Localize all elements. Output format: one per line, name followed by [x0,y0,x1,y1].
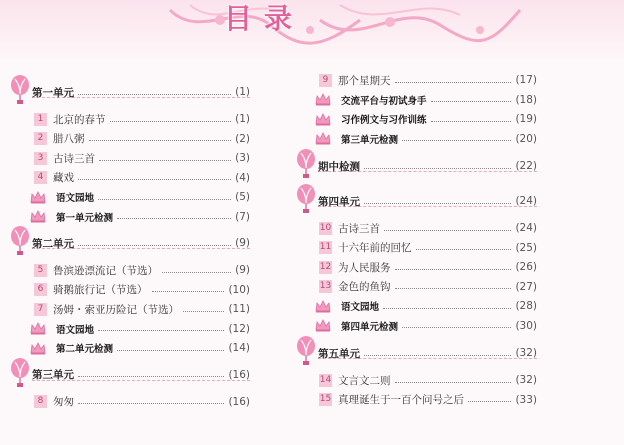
crown-icon [30,342,46,355]
toc-special-entry[interactable] [315,317,537,335]
entry-title: 十六年前的回忆 [338,242,412,254]
dot-leader [431,101,512,102]
toc-lesson-entry[interactable] [319,371,537,389]
dot-leader [117,350,224,351]
toc-special-entry[interactable] [315,110,537,128]
balloon-icon [295,149,317,179]
toc-special-entry[interactable] [315,130,537,148]
dot-leader [395,82,512,83]
dot-leader [384,230,511,231]
page-number: (1) [235,86,250,98]
lesson-number-badge: 1 [34,113,47,126]
toc-lesson-entry[interactable] [319,278,537,296]
page-number: (25) [515,241,537,254]
entry-title: 第一单元检测 [56,212,114,224]
dot-leader [110,121,232,122]
page-number: (19) [515,113,537,125]
lesson-number-badge: 6 [34,283,47,296]
toc-lesson-entry[interactable] [34,300,250,318]
toc-lesson-entry[interactable] [34,261,250,279]
page-number: (18) [515,93,537,106]
lesson-number-badge: 5 [34,264,47,277]
entry-title: 第三单元 [32,369,74,381]
lesson-number-badge: 9 [319,74,332,87]
entry-title: 那个星期天 [338,74,391,87]
lesson-number-badge: 2 [34,132,47,145]
page-number: (9) [235,264,250,276]
page-number: (4) [235,171,250,184]
dot-leader [78,245,231,246]
page-number: (20) [515,132,537,145]
crown-icon [30,210,46,223]
dot-leader [468,401,511,402]
toc-special-entry[interactable] [315,91,537,109]
lesson-number-badge: 15 [319,394,332,404]
page-number: (7) [235,210,250,223]
toc-lesson-entry[interactable] [34,393,250,411]
entry-title: 语文园地 [56,324,95,336]
page-number: (26) [515,261,537,273]
toc-special-entry[interactable] [30,339,250,357]
dot-leader [431,121,512,122]
lesson-number-badge: 13 [319,281,332,291]
entry-title: 腊八粥 [53,133,85,145]
lesson-number-badge: 14 [319,374,332,385]
page-number: (24) [515,222,537,234]
dot-leader [402,140,511,141]
toc-unit-heading[interactable] [32,234,250,252]
dot-leader [383,308,511,309]
page-number: (12) [228,322,250,335]
dot-leader [395,288,512,289]
toc-lesson-entry[interactable] [34,130,250,148]
balloon-icon [9,75,31,105]
dot-leader [364,355,511,356]
lesson-number-badge: 12 [319,261,332,272]
page-number: (24) [515,195,537,207]
dot-leader [98,199,231,200]
dot-leader [117,218,231,219]
page-number: (16) [228,395,250,408]
entry-title: 古诗三首 [53,152,95,165]
page-number: (32) [515,347,537,359]
dot-leader [162,272,231,273]
toc-lesson-entry[interactable] [34,169,250,187]
page-number: (1) [235,113,250,125]
page-number: (16) [228,368,250,381]
entry-title: 习作例文与习作训练 [341,115,427,126]
crown-icon [30,191,46,204]
page-number: (3) [235,152,250,164]
entry-title: 藏戏 [53,172,74,184]
entry-title: 第三单元检测 [341,134,399,146]
page-number: (17) [515,74,537,86]
entry-title: 语文园地 [341,302,380,313]
page-number: (11) [228,303,250,315]
entry-title: 古诗三首 [338,222,380,235]
crown-icon [315,319,331,332]
entry-title: 第二单元检测 [56,344,114,355]
dot-leader [364,203,511,204]
page-number: (2) [235,132,250,145]
toc-unit-heading[interactable] [318,192,537,210]
dot-leader [395,382,512,383]
entry-title: 鲁滨逊漂流记（节选） [53,264,158,277]
lesson-number-badge: 7 [34,303,47,316]
toc-special-entry[interactable] [30,188,250,206]
toc-lesson-entry[interactable] [34,110,250,128]
page-number: (5) [235,191,250,203]
dot-leader [78,403,224,404]
decorative-swirl-right [300,0,530,60]
dot-leader [402,327,511,328]
toc-lesson-entry[interactable] [319,258,537,276]
balloon-icon [295,184,317,214]
entry-title: 文言文二则 [338,374,391,387]
entry-title: 期中检测 [318,160,360,173]
toc-lesson-entry[interactable] [319,219,537,237]
entry-title: 北京的春节 [53,113,106,126]
entry-title: 语文园地 [56,193,95,204]
dot-leader [98,330,224,331]
dot-leader [89,140,232,141]
dot-leader [78,179,231,180]
entry-title: 金色的鱼钩 [338,281,391,293]
toc-special-entry[interactable] [315,297,537,315]
dot-leader [78,94,231,95]
page-number: (27) [515,280,537,293]
entry-title: 第二单元 [32,237,74,250]
toc-lesson-entry[interactable] [319,239,537,257]
dot-leader [364,168,511,169]
entry-title: 第五单元 [318,347,360,360]
entry-title: 真理诞生于一百个问号之后 [338,394,464,406]
header-banner [0,0,624,62]
page-number: (9) [235,237,250,249]
lesson-number-badge: 3 [34,152,47,165]
toc-unit-heading[interactable] [32,366,250,384]
lesson-number-badge: 11 [319,242,332,252]
crown-icon [315,132,331,145]
toc-lesson-entry[interactable] [34,281,250,299]
entry-title: 第一单元 [32,86,74,99]
entry-title: 为人民服务 [338,261,391,274]
page-number: (14) [228,342,250,354]
entry-title: 交流平台与初试身手 [341,95,427,107]
dot-leader [152,291,225,292]
lesson-number-badge: 10 [319,222,332,233]
toc-lesson-entry[interactable] [34,149,250,167]
entry-title: 第四单元检测 [341,321,399,333]
entry-title: 第四单元 [318,195,360,208]
dot-leader [78,376,224,377]
lesson-number-badge: 4 [34,171,47,184]
entry-title: 汤姆・索亚历险记（节选） [53,303,179,316]
page-number: (22) [515,160,537,172]
toc-unit-heading[interactable] [32,83,250,101]
page-title: 目录 [223,2,304,35]
page-number: (33) [515,393,537,406]
crown-icon [315,300,331,313]
entry-title: 匆匆 [53,396,74,408]
lesson-number-badge: 8 [34,395,47,408]
balloon-icon [295,336,317,366]
toc-unit-heading[interactable] [318,157,537,175]
toc-special-entry[interactable] [30,320,250,338]
crown-icon [315,113,331,126]
dot-leader [416,249,512,250]
page-number: (30) [515,319,537,332]
crown-icon [315,93,331,106]
entry-title: 骑鹅旅行记（节选） [53,284,148,296]
toc-lesson-entry[interactable] [319,71,537,89]
toc-special-entry[interactable] [30,208,250,226]
page-number: (10) [228,283,250,296]
dot-leader [183,311,224,312]
balloon-icon [9,358,31,388]
toc-unit-heading[interactable] [318,344,537,362]
dot-leader [99,160,231,161]
dot-leader [395,269,512,270]
crown-icon [30,322,46,335]
page-number: (28) [515,300,537,312]
toc-lesson-entry[interactable] [319,391,537,409]
page-number: (32) [515,374,537,386]
balloon-icon [9,226,31,256]
